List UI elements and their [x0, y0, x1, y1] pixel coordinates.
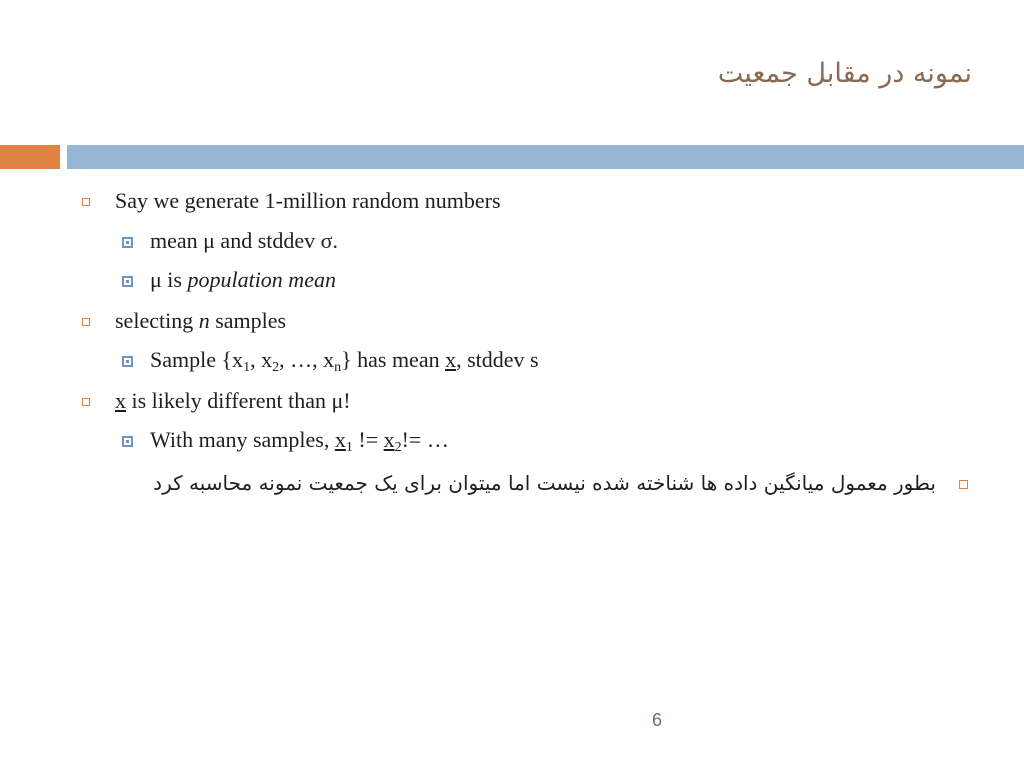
bullet-square [82, 318, 90, 326]
sub-bullet-square [122, 276, 133, 287]
x-bar: x [334, 427, 346, 452]
page-number: 6 [652, 710, 663, 730]
x-bar: x [115, 388, 126, 413]
bullet-text-2: selecting n samples [115, 308, 287, 333]
sub-bullet-text-1-1: mean μ and stddev σ. [150, 228, 338, 253]
sub-bullet-square [122, 436, 133, 447]
sub-bullet-text-2-1: Sample {$x_1$, $x_2$, …, $x_n$} has mean x, stddev s [150, 347, 539, 375]
sub-bullet-square [122, 356, 133, 367]
sub-bullet-text-3-1: With many samples, $x_1$ != $x_2!=$ … [150, 427, 449, 455]
header-bar-accent [0, 145, 60, 169]
header-bar [67, 145, 1024, 169]
bullet-square [82, 198, 90, 206]
bullet-square [959, 480, 968, 489]
rtl-bullet-text: بطور معمول میانگین داده ها شناخته شده نیست اما میتوان برای یک جمعیت نمونه محاسبه کرد [153, 471, 936, 495]
bullet-text-1: Say we generate 1-million random numbers [115, 188, 501, 213]
sub-bullet-text-1-2: μ is population mean [150, 267, 336, 292]
x-bar: x [445, 347, 457, 372]
x-bar: x [383, 427, 395, 452]
bullet-text-3: x is likely different than μ! [115, 388, 351, 413]
slide-title: نمونه در مقابل جمعیت [717, 58, 972, 89]
bullet-square [82, 398, 90, 406]
sub-bullet-square [122, 237, 133, 248]
